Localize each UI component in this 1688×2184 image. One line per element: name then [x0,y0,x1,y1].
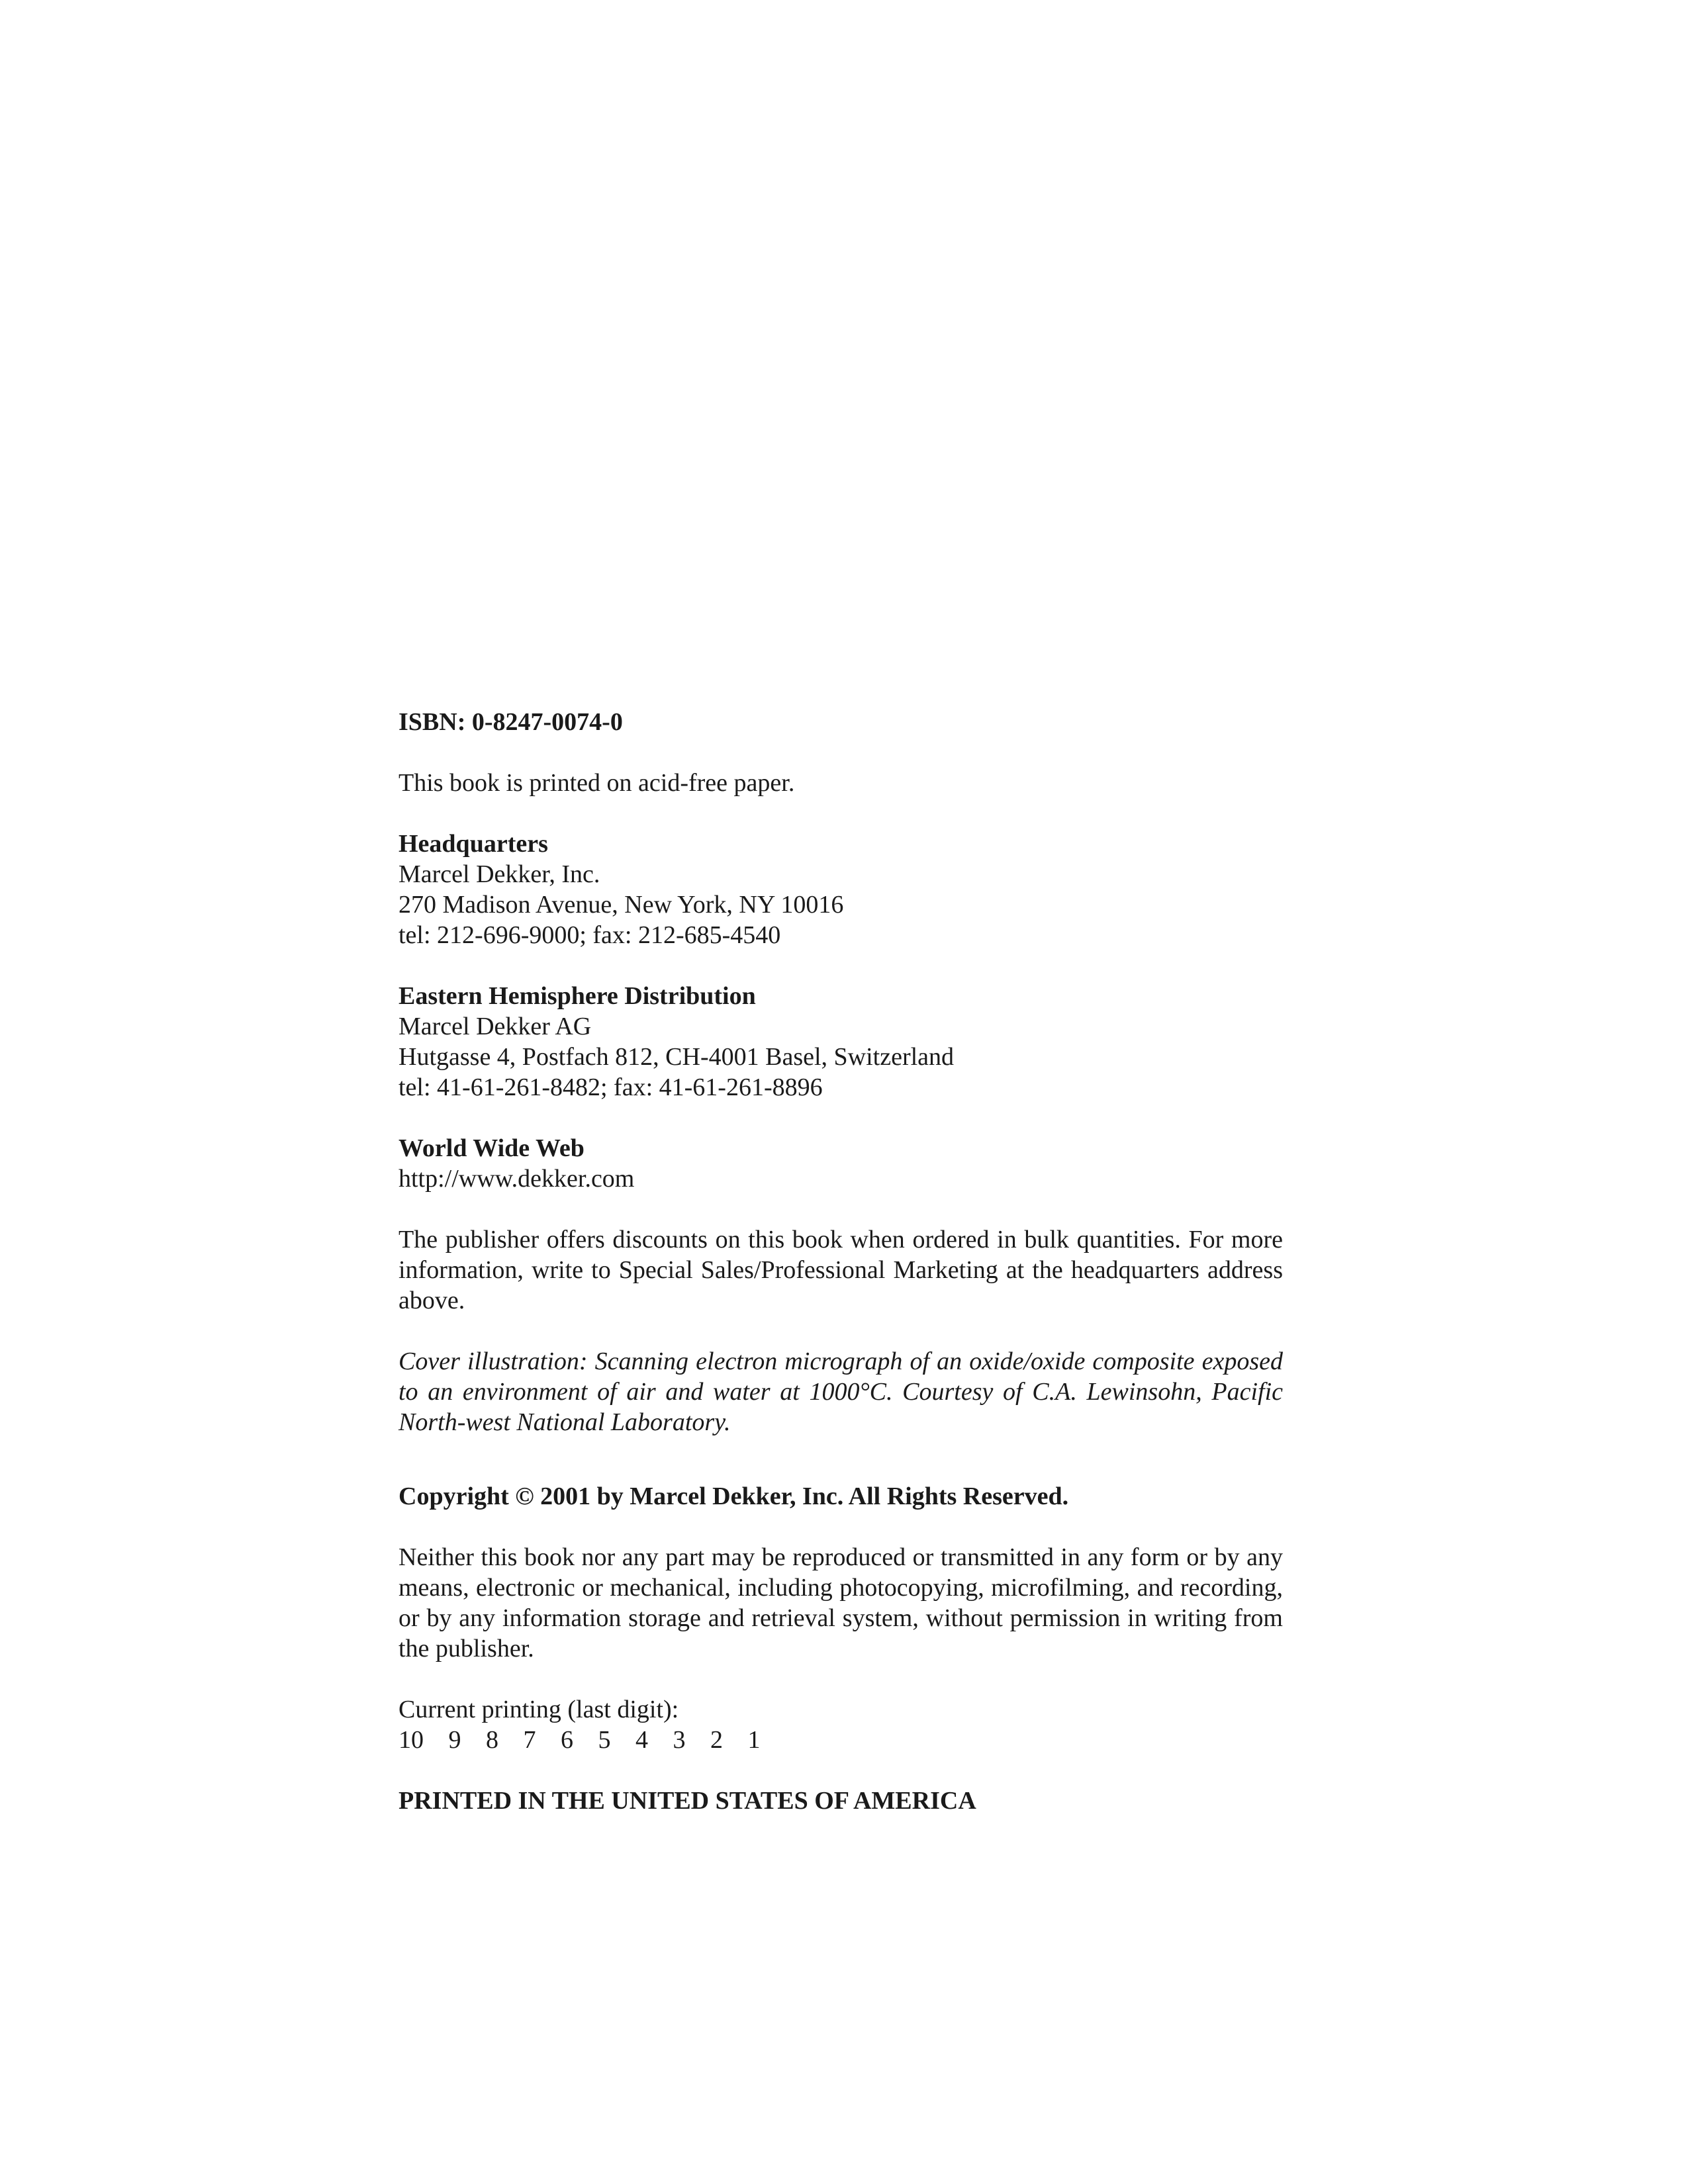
web-url: http://www.dekker.com [399,1165,635,1193]
eastern-distribution-heading: Eastern Hemisphere Distribution [399,982,756,1010]
printing-digit: 9 [448,1726,461,1754]
headquarters-line: tel: 212-696-9000; fax: 212-685-4540 [399,921,781,949]
eastern-distribution-line: Hutgasse 4, Postfach 812, CH-4001 Basel, Switzerland [399,1043,955,1071]
printing-digit: 4 [635,1726,648,1754]
printing-digit: 1 [747,1726,761,1754]
paper-note: This book is printed on acid-free paper. [399,769,795,797]
cover-illustration-credit: Cover illustration: Scanning electron micrograph of an oxide/oxide composite exposed to an environment of air and water at 1000°C. Courtesy of C.A. Lewinsohn, Pacific North-west National Laboratory. [399,1347,1283,1436]
web-section [399,1133,1283,1194]
printing-section [399,1694,1283,1755]
headquarters-line: 270 Madison Avenue, New York, NY 10016 [399,891,844,919]
isbn: ISBN: 0-8247-0074-0 [399,708,623,736]
headquarters-line: Marcel Dekker, Inc. [399,860,600,888]
printing-digit: 2 [710,1726,723,1754]
discounts-paragraph: The publisher offers discounts on this book when ordered in bulk quantities. For more information, write to Special Sales/Professional Marketing at the headquarters address above. [399,1226,1283,1314]
printing-digit: 8 [486,1726,498,1754]
printing-digit: 7 [523,1726,536,1754]
eastern-distribution-section [399,981,1283,1103]
printed-in-notice: PRINTED IN THE UNITED STATES OF AMERICA [399,1787,976,1815]
printing-digits [399,1725,1283,1755]
rights-paragraph: Neither this book nor any part may be reproduced or transmitted in any form or by any means, electronic or mechanical, including photocopying, microfilming, and recording, or by any information storage and retrieval system, without permission in writing from the publisher. [399,1543,1283,1662]
eastern-distribution-line: tel: 41-61-261-8482; fax: 41-61-261-8896 [399,1073,823,1101]
printing-digit: 6 [561,1726,573,1754]
headquarters-heading: Headquarters [399,830,548,858]
printing-digit: 5 [598,1726,611,1754]
eastern-distribution-line: Marcel Dekker AG [399,1013,592,1040]
headquarters-section [399,829,1283,950]
printing-digit: 10 [399,1726,424,1754]
printing-label: Current printing (last digit): [399,1696,679,1723]
copyright-notice: Copyright © 2001 by Marcel Dekker, Inc. All Rights Reserved. [399,1482,1069,1510]
copyright-page [399,707,1283,1816]
printing-digit: 3 [673,1726,686,1754]
web-heading: World Wide Web [399,1134,585,1162]
